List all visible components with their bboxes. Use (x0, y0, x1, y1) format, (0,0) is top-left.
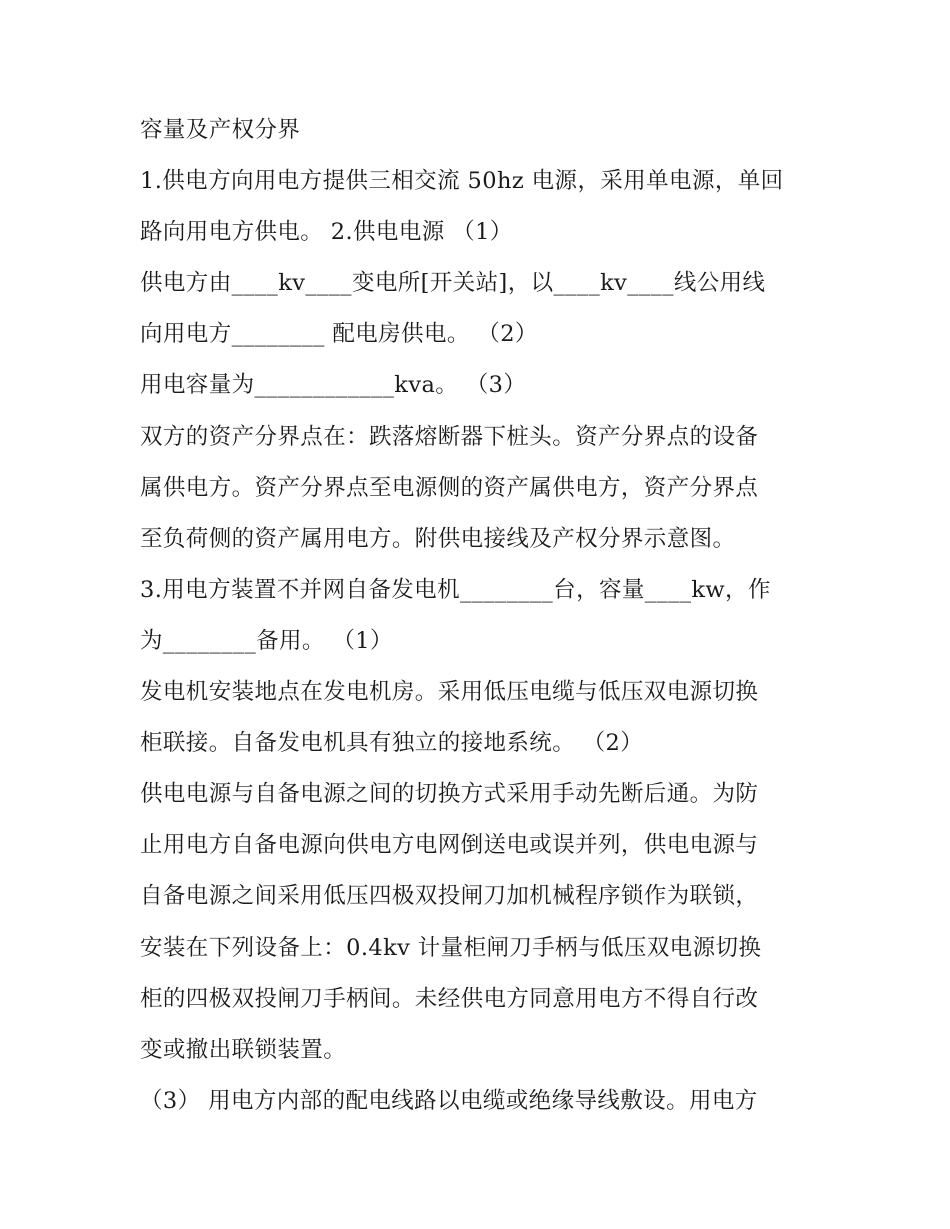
paragraph-line: 安装在下列设备上：0.4kv 计量柜闸刀手柄与低压双电源切换 (140, 934, 762, 961)
paragraph-line: 发电机安装地点在发电机房。采用低压电缆与低压双电源切换 (140, 679, 759, 706)
paragraph-line: 1.供电方向用电方提供三相交流 50hz 电源，采用单电源，单回 (140, 168, 784, 195)
paragraph-line: （3） 用电方内部的配电线路以电缆或绝缘导线敷设。用电方 (140, 1087, 758, 1114)
paragraph-line: 双方的资产分界点在：跌落熔断器下桩头。资产分界点的设备 (140, 423, 759, 450)
paragraph-line: 止用电方自备电源向供电方电网倒送电或误并列，供电电源与 (140, 832, 759, 859)
paragraph-line: 用电容量为____________kva。 （3） (140, 372, 527, 399)
paragraph-line: 自备电源之间采用低压四极双投闸刀加机械程序锁作为联锁， (140, 883, 759, 910)
paragraph-line: 3.用电方装置不并网自备发电机________台，容量____kw，作 (140, 576, 771, 603)
paragraph-line: 供电电源与自备电源之间的切换方式采用手动先断后通。为防 (140, 781, 759, 808)
paragraph-line: 柜的四极双投闸刀手柄间。未经供电方同意用电方不得自行改 (140, 985, 759, 1012)
paragraph-line: 变或撤出联锁装置。 (140, 1036, 347, 1063)
paragraph-line: 路向用电方供电。 2.供电电源 （1） (140, 219, 513, 246)
paragraph-line: 属供电方。资产分界点至电源侧的资产属供电方，资产分界点 (140, 474, 759, 501)
heading-capacity-ownership: 容量及产权分界 (140, 117, 301, 143)
paragraph-line: 柜联接。自备发电机具有独立的接地系统。 （2） (140, 730, 644, 757)
paragraph-line: 向用电方________ 配电房供电。 （2） (140, 321, 538, 348)
paragraph-line: 供电方由____kv____变电所[开关站]，以____kv____线公用线 (140, 270, 766, 297)
paragraph-line: 为________备用。 （1） (140, 627, 393, 654)
document-body (140, 108, 820, 1130)
paragraph-line: 至负荷侧的资产属用电方。附供电接线及产权分界示意图。 (140, 525, 736, 552)
